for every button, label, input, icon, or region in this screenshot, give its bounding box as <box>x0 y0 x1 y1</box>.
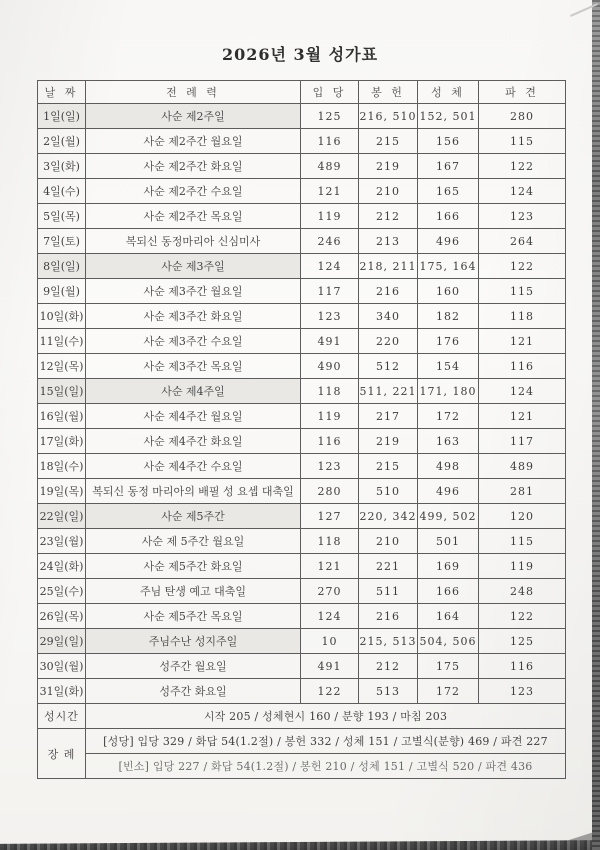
cell-communion: 164 <box>418 604 479 629</box>
holy-hour-row <box>38 704 566 729</box>
cell-offertory: 216 <box>359 279 418 304</box>
cell-date: 7일(토) <box>38 229 86 254</box>
cell-date: 17일(화) <box>38 429 86 454</box>
cell-liturgy: 사순 제5주간 <box>86 504 301 529</box>
cell-communion: 156 <box>418 129 479 154</box>
cell-entrance: 118 <box>301 529 359 554</box>
cell-dismissal: 125 <box>479 629 566 654</box>
cell-date: 12일(목) <box>38 354 86 379</box>
cell-dismissal: 122 <box>479 154 566 179</box>
cell-entrance: 119 <box>301 404 359 429</box>
cell-communion: 163 <box>418 429 479 454</box>
cell-dismissal: 248 <box>479 579 566 604</box>
cell-entrance: 125 <box>301 104 359 129</box>
cell-dismissal: 264 <box>479 229 566 254</box>
table-row <box>38 254 566 279</box>
cell-communion: 175 <box>418 654 479 679</box>
cell-entrance: 491 <box>301 329 359 354</box>
cell-liturgy: 사순 제3주간 목요일 <box>86 354 301 379</box>
cell-date: 9일(월) <box>38 279 86 304</box>
table-row <box>38 229 566 254</box>
column-header-0: 날 짜 <box>38 81 86 104</box>
cell-entrance: 116 <box>301 429 359 454</box>
cell-date: 22일(일) <box>38 504 86 529</box>
cell-date: 2일(월) <box>38 129 86 154</box>
cell-communion: 171, 180 <box>418 379 479 404</box>
cell-entrance: 124 <box>301 604 359 629</box>
cell-liturgy: 성주간 화요일 <box>86 679 301 704</box>
cell-offertory: 210 <box>359 179 418 204</box>
cell-dismissal: 116 <box>479 654 566 679</box>
cell-date: 15일(일) <box>38 379 86 404</box>
cell-entrance: 491 <box>301 654 359 679</box>
column-header-2: 입 당 <box>301 81 359 104</box>
cell-liturgy: 사순 제2주일 <box>86 104 301 129</box>
cell-communion: 496 <box>418 479 479 504</box>
cell-dismissal: 123 <box>479 679 566 704</box>
cell-communion: 172 <box>418 404 479 429</box>
cell-entrance: 123 <box>301 454 359 479</box>
cell-offertory: 212 <box>359 204 418 229</box>
cell-communion: 160 <box>418 279 479 304</box>
cell-communion: 499, 502 <box>418 504 479 529</box>
cell-dismissal: 280 <box>479 104 566 129</box>
cell-date: 24일(화) <box>38 554 86 579</box>
column-header-3: 봉 헌 <box>359 81 418 104</box>
cell-communion: 166 <box>418 204 479 229</box>
cell-date: 4일(수) <box>38 179 86 204</box>
cell-communion: 167 <box>418 154 479 179</box>
cell-liturgy: 복되신 동정마리아 신심미사 <box>86 229 301 254</box>
cell-liturgy: 사순 제2주간 월요일 <box>86 129 301 154</box>
cell-dismissal: 115 <box>479 279 566 304</box>
cell-date: 29일(일) <box>38 629 86 654</box>
scan-bottom-edge-artifact <box>0 840 600 850</box>
cell-date: 5일(목) <box>38 204 86 229</box>
funeral-row-mortuary <box>38 754 566 779</box>
table-row <box>38 129 566 154</box>
cell-entrance: 270 <box>301 579 359 604</box>
table-row <box>38 654 566 679</box>
table-row <box>38 279 566 304</box>
cell-date: 23일(월) <box>38 529 86 554</box>
cell-communion: 496 <box>418 229 479 254</box>
cell-dismissal: 115 <box>479 529 566 554</box>
cell-liturgy: 사순 제3주간 월요일 <box>86 279 301 304</box>
cell-liturgy: 사순 제4주간 수요일 <box>86 454 301 479</box>
cell-entrance: 124 <box>301 254 359 279</box>
holy-hour-label: 성시간 <box>38 704 86 729</box>
cell-communion: 154 <box>418 354 479 379</box>
cell-dismissal: 124 <box>479 179 566 204</box>
table-row <box>38 604 566 629</box>
cell-liturgy: 사순 제4주간 월요일 <box>86 404 301 429</box>
cell-liturgy: 복되신 동정 마리아의 배필 성 요셉 대축일 <box>86 479 301 504</box>
cell-communion: 501 <box>418 529 479 554</box>
table-row <box>38 329 566 354</box>
cell-date: 1일(일) <box>38 104 86 129</box>
cell-dismissal: 122 <box>479 604 566 629</box>
cell-date: 25일(수) <box>38 579 86 604</box>
table-row <box>38 354 566 379</box>
cell-dismissal: 115 <box>479 129 566 154</box>
cell-date: 11일(수) <box>38 329 86 354</box>
cell-dismissal: 123 <box>479 204 566 229</box>
cell-entrance: 118 <box>301 379 359 404</box>
cell-dismissal: 119 <box>479 554 566 579</box>
table-row <box>38 554 566 579</box>
cell-liturgy: 주님 탄생 예고 대축일 <box>86 579 301 604</box>
funeral-row-church <box>38 729 566 754</box>
column-header-5: 파 견 <box>479 81 566 104</box>
cell-liturgy: 사순 제4주간 화요일 <box>86 429 301 454</box>
cell-entrance: 121 <box>301 554 359 579</box>
funeral-label: 장 례 <box>38 729 86 779</box>
cell-offertory: 215 <box>359 454 418 479</box>
header-row <box>38 81 566 104</box>
table-footer <box>38 704 566 779</box>
table-row <box>38 304 566 329</box>
cell-dismissal: 118 <box>479 304 566 329</box>
cell-communion: 172 <box>418 679 479 704</box>
cell-communion: 166 <box>418 579 479 604</box>
table-row <box>38 579 566 604</box>
cell-offertory: 215 <box>359 129 418 154</box>
table-row <box>38 379 566 404</box>
cell-offertory: 512 <box>359 354 418 379</box>
cell-liturgy: 사순 제3주간 화요일 <box>86 304 301 329</box>
cell-offertory: 220 <box>359 329 418 354</box>
cell-offertory: 513 <box>359 679 418 704</box>
cell-offertory: 217 <box>359 404 418 429</box>
cell-dismissal: 281 <box>479 479 566 504</box>
table-row <box>38 154 566 179</box>
cell-date: 16일(월) <box>38 404 86 429</box>
cell-entrance: 246 <box>301 229 359 254</box>
cell-dismissal: 489 <box>479 454 566 479</box>
cell-liturgy: 사순 제2주간 수요일 <box>86 179 301 204</box>
cell-entrance: 280 <box>301 479 359 504</box>
cell-dismissal: 117 <box>479 429 566 454</box>
cell-entrance: 119 <box>301 204 359 229</box>
funeral-church-text: [성당] 입당 329 / 화답 54(1.2절) / 봉헌 332 / 성체 151 / 고별식(분향) 469 / 파견 227 <box>86 729 566 754</box>
cell-entrance: 117 <box>301 279 359 304</box>
cell-offertory: 212 <box>359 654 418 679</box>
cell-date: 31일(화) <box>38 679 86 704</box>
cell-entrance: 116 <box>301 129 359 154</box>
cell-liturgy: 사순 제3주간 수요일 <box>86 329 301 354</box>
cell-offertory: 340 <box>359 304 418 329</box>
table-row <box>38 404 566 429</box>
cell-dismissal: 124 <box>479 379 566 404</box>
cell-entrance: 121 <box>301 179 359 204</box>
cell-communion: 182 <box>418 304 479 329</box>
cell-offertory: 219 <box>359 154 418 179</box>
table-row <box>38 179 566 204</box>
cell-dismissal: 116 <box>479 354 566 379</box>
cell-communion: 165 <box>418 179 479 204</box>
cell-date: 8일(일) <box>38 254 86 279</box>
cell-liturgy: 사순 제2주간 목요일 <box>86 204 301 229</box>
cell-offertory: 213 <box>359 229 418 254</box>
cell-liturgy: 사순 제4주일 <box>86 379 301 404</box>
cell-date: 10일(화) <box>38 304 86 329</box>
cell-liturgy: 사순 제 5주간 월요일 <box>86 529 301 554</box>
cell-entrance: 123 <box>301 304 359 329</box>
cell-offertory: 218, 211 <box>359 254 418 279</box>
table-row <box>38 529 566 554</box>
hymn-table <box>37 80 566 779</box>
cell-liturgy: 주님수난 성지주일 <box>86 629 301 654</box>
cell-offertory: 511 <box>359 579 418 604</box>
table-row <box>38 679 566 704</box>
cell-entrance: 127 <box>301 504 359 529</box>
cell-communion: 176 <box>418 329 479 354</box>
page-title: 2026년 3월 성가표 <box>221 45 379 64</box>
cell-date: 18일(수) <box>38 454 86 479</box>
cell-dismissal: 121 <box>479 404 566 429</box>
cell-dismissal: 121 <box>479 329 566 354</box>
cell-communion: 152, 501 <box>418 104 479 129</box>
table-row <box>38 429 566 454</box>
cell-date: 19일(목) <box>38 479 86 504</box>
cell-offertory: 216, 510 <box>359 104 418 129</box>
table-row <box>38 204 566 229</box>
cell-entrance: 490 <box>301 354 359 379</box>
cell-communion: 169 <box>418 554 479 579</box>
cell-dismissal: 122 <box>479 254 566 279</box>
scan-right-edge-artifact <box>592 0 600 850</box>
table-row <box>38 454 566 479</box>
holy-hour-text: 시작 205 / 성체현시 160 / 분향 193 / 마침 203 <box>86 704 566 729</box>
cell-offertory: 510 <box>359 479 418 504</box>
cell-liturgy: 사순 제5주간 화요일 <box>86 554 301 579</box>
funeral-mortuary-text: [빈소] 입당 227 / 화답 54(1.2절) / 봉헌 210 / 성체 151 / 고별식 520 / 파견 436 <box>86 754 566 779</box>
cell-offertory: 221 <box>359 554 418 579</box>
cell-communion: 504, 506 <box>418 629 479 654</box>
column-header-4: 성 체 <box>418 81 479 104</box>
cell-dismissal: 120 <box>479 504 566 529</box>
cell-entrance: 489 <box>301 154 359 179</box>
cell-communion: 175, 164 <box>418 254 479 279</box>
table-row <box>38 504 566 529</box>
column-header-1: 전 례 력 <box>86 81 301 104</box>
cell-liturgy: 사순 제5주간 목요일 <box>86 604 301 629</box>
cell-offertory: 220, 342 <box>359 504 418 529</box>
cell-liturgy: 사순 제2주간 화요일 <box>86 154 301 179</box>
cell-date: 26일(목) <box>38 604 86 629</box>
table-row <box>38 479 566 504</box>
cell-communion: 498 <box>418 454 479 479</box>
table-row <box>38 629 566 654</box>
cell-liturgy: 사순 제3주일 <box>86 254 301 279</box>
cell-offertory: 219 <box>359 429 418 454</box>
cell-offertory: 216 <box>359 604 418 629</box>
cell-date: 3일(화) <box>38 154 86 179</box>
table-body <box>38 104 566 704</box>
cell-entrance: 122 <box>301 679 359 704</box>
cell-entrance: 10 <box>301 629 359 654</box>
cell-offertory: 511, 221 <box>359 379 418 404</box>
cell-liturgy: 성주간 월요일 <box>86 654 301 679</box>
cell-offertory: 210 <box>359 529 418 554</box>
table-row <box>38 104 566 129</box>
cell-offertory: 215, 513 <box>359 629 418 654</box>
cell-date: 30일(월) <box>38 654 86 679</box>
table-header <box>38 81 566 104</box>
